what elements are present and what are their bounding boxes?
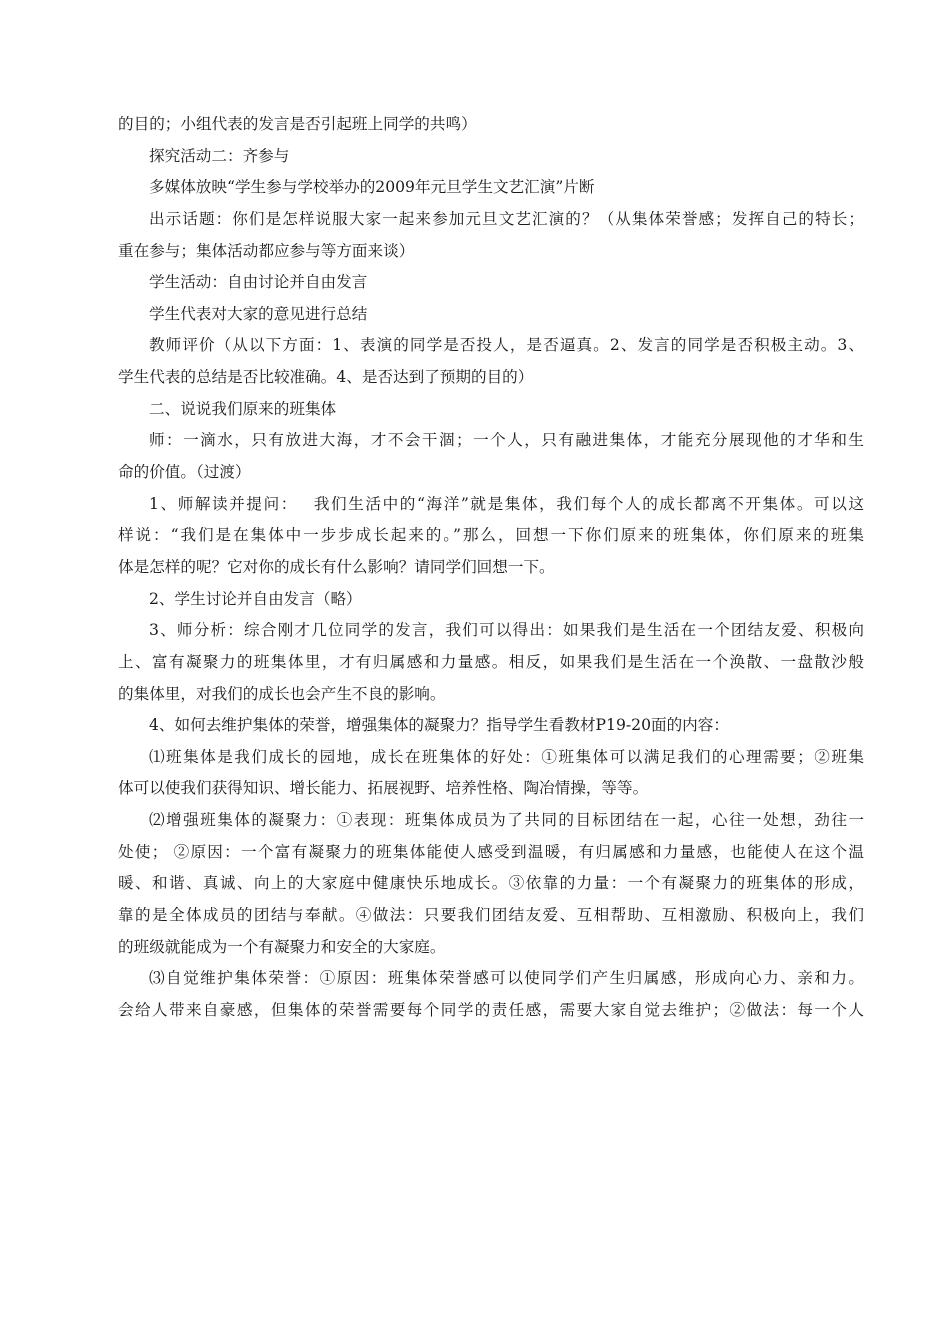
text-line: ⑵增强班集体的凝聚力：①表现：班集体成员为了共同的目标团结在一起，心往一处想，劲往一 [149, 811, 864, 830]
text-line: ⑴班集体是我们成长的园地，成长在班集体的好处：①班集体可以满足我们的心理需要；②班集 [149, 747, 864, 766]
text-line: 靠的是全体成员的团结与奉献。④做法：只要我们团结友爱、互相帮助、互相激励、积极向上，我们 [118, 906, 864, 925]
text-line: ⑶自觉维护集体荣誉：①原因：班集体荣誉感可以使同学们产生归属感，形成向心力、亲和力。 [149, 969, 864, 988]
text-line: 命的价值。（过渡） [118, 463, 251, 482]
text-line: 3、师分析：综合刚才几位同学的发言，我们可以得出：如果我们是生活在一个团结友爱、积极向 [149, 621, 864, 640]
text-line: 二、说说我们原来的班集体 [149, 399, 337, 418]
text-line: 的目的；小组代表的发言是否引起班上同学的共鸣） [118, 115, 477, 133]
text-line: 1、师解读并提问： 我们生活中的“海洋”就是集体，我们每个人的成长都离不开集体。可以这 [149, 494, 864, 513]
text-line: 会给人带来自豪感，但集体的荣誉需要每个同学的责任感，需要大家自觉去维护；②做法：每一个人 [118, 1000, 864, 1019]
text-line: 教师评价（从以下方面：1、表演的同学是否投人，是否逼真。2、发言的同学是否积极主动。3、 [149, 336, 864, 355]
text-line: 2、学生讨论并自由发言（略） [149, 589, 362, 608]
text-line: 的集体里，对我们的成长也会产生不良的影响。 [118, 684, 446, 703]
text-line: 学生代表的总结是否比较准确。4、是否达到了预期的目的） [118, 368, 534, 387]
text-line: 的班级就能成为一个有凝聚力和安全的大家庭。 [118, 937, 446, 956]
text-line: 4、如何去维护集体的荣誉，增强集体的凝聚力？指导学生看教材P19-20面的内容： [149, 716, 729, 735]
text-line: 学生活动：自由讨论并自由发言 [149, 273, 368, 292]
text-line: 体是怎样的呢？它对你的成长有什么影响？请同学们回想一下。 [118, 557, 555, 576]
text-line: 暖、和谐、真诚、向上的大家庭中健康快乐地成长。③依靠的力量：一个有凝聚力的班集体的形成， [118, 874, 864, 893]
text-line: 重在参与；集体活动都应参与等方面来谈） [118, 241, 415, 260]
text-line: 师：一滴水，只有放进大海，才不会干涸；一个人，只有融进集体，才能充分展现他的才华和生 [149, 431, 864, 450]
text-line: 多媒体放映“学生参与学校举办的2009年元旦学生文艺汇演”片断 [149, 178, 595, 197]
text-line: 上、富有凝聚力的班集体里，才有归属感和力量感。相反，如果我们是生活在一个涣散、一盘散沙般 [118, 652, 864, 671]
text-line: 探究活动二：齐参与 [149, 146, 290, 165]
text-line: 出示话题：你们是怎样说服大家一起来参加元旦文艺汇演的？（从集体荣誉感；发挥自己的特长； [149, 209, 864, 228]
text-line: 学生代表对大家的意见进行总结 [149, 304, 368, 323]
document-body-text [118, 109, 864, 1027]
text-line: 样说：“我们是在集体中一步步成长起来的。”那么，回想一下你们原来的班集体，你们原来的班集 [118, 526, 864, 545]
text-line: 处使； ②原因：一个富有凝聚力的班集体能使人感受到温暖，有归属感和力量感，也能使人在这个温 [118, 842, 864, 861]
text-line: 体可以使我们获得知识、增长能力、拓展视野、培养性格、陶冶情操，等等。 [118, 779, 649, 798]
